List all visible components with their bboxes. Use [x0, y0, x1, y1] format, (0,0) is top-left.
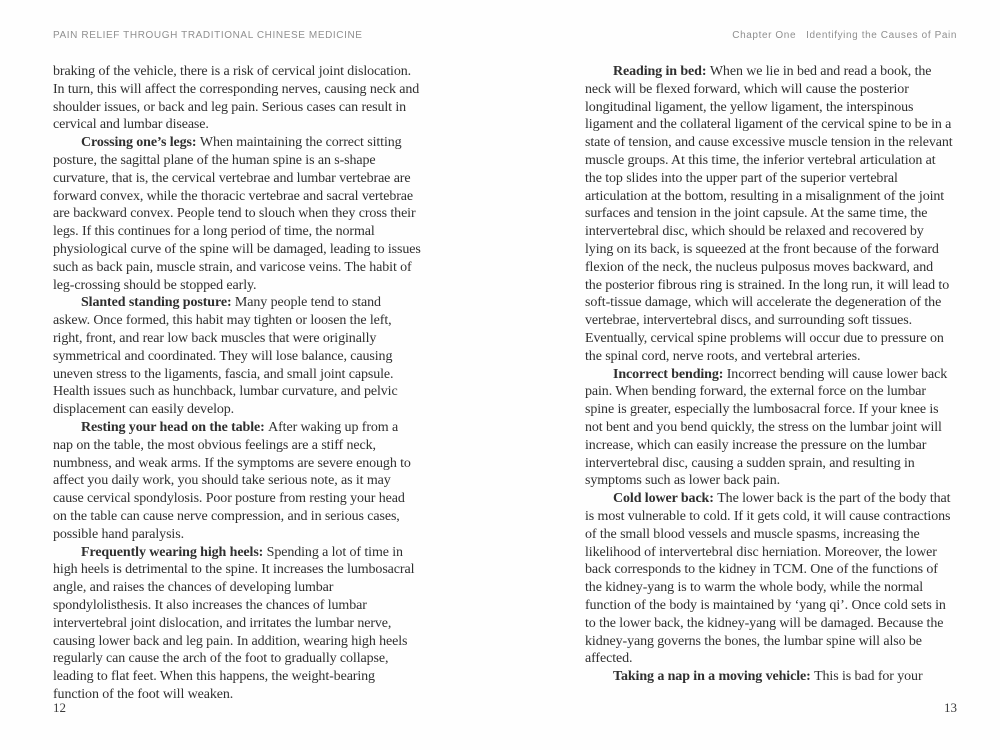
right-text-column: [585, 63, 953, 686]
paragraph-lead: Reading in bed:: [613, 64, 710, 79]
paragraph: Crossing one’s legs: When maintaining the correct sitting posture, the sagittal plane of the human spine is an s-shape curvature, that is, the cervical vertebrae and lumbar vertebrae are forward convex, while the thoracic vertebrae and sacral vertebrae are backward convex. People tend to slouch when they cross their legs. If this continues for a long period of time, the normal physiological curve of the spine will be damaged, leading to issues such as back pain, muscle strain, and varicose veins. The habit of leg-crossing should be stopped early.: [53, 135, 421, 293]
paragraph: braking of the vehicle, there is a risk of cervical joint dislocation. In turn, this will affect the corresponding nerves, causing neck and shoulder issues, or back and leg pain. Serious cases can result in cervical and lumbar disease.: [53, 64, 420, 133]
paragraph-lead: Taking a nap in a moving vehicle:: [613, 669, 815, 685]
paragraph-lead: Crossing one’s legs:: [81, 135, 200, 151]
paragraph: Frequently wearing high heels: Spending a lot of time in high heels is detrimental to the spine. It increases the lumbosacral angle, and raises the chances of developing lumbar spondylolisthesis. It also increases the chances of lumbar intervertebral joint dislocation, and irritates the lumbar nerve, causing lower back and leg pain. In addition, wearing high heels regularly can cause the arch of the foot to gradually collapse, leading to flat feet. When this happens, the weight-bearing function of the foot will weaken.: [53, 544, 415, 702]
running-head-book-title: PAIN RELIEF THROUGH TRADITIONAL CHINESE MEDICINE: [53, 30, 363, 41]
left-text-column: [53, 63, 421, 704]
paragraph-lead: Frequently wearing high heels:: [81, 544, 267, 560]
paragraph-lead: Slanted standing posture:: [81, 295, 235, 311]
paragraph: Slanted standing posture: Many people tend to stand askew. Once formed, this habit may tighten or loosen the left, right, front, and rear low back muscles that were originally symmetrical and coordinated. They will lose balance, causing uneven stress to the ligaments, fascia, and small joint capsule. Health issues such as hunchback, lumbar curvature, and pelvic displacement can easily develop.: [53, 295, 398, 418]
page-right: [500, 0, 1000, 750]
paragraph-lead: Cold lower back:: [613, 491, 718, 507]
paragraph: Reading in bed: When we lie in bed and read a book, the neck will be flexed forward, which will cause the posterior longitudinal ligament, the yellow ligament, the interspinous ligament and the collateral ligament of the cervical spine to be in a state of tension, and cause excessive muscle tension in the relevant muscle groups. At this time, the inferior vertebral articulation at the top slides into the upper part of the superior vertebral articulation at the bottom, resulting in a misalignment of the joint surfaces and tension in the joint capsule. At the same time, the intervertebral disc, which should be relaxed and recovered by lying on its back, is squeezed at the front because of the forward flexion of the neck, the nucleus pulposus moves backward, and the posterior fibrous ring is strained. In the long run, it will lead to soft-tissue damage, which will accelerate the degeneration of the vertebrae, intervertebral discs, and surrounding soft tissues. Eventually, cervical spine problems will occur due to pressure on the spinal cord, nerve roots, and vertebral arteries.: [585, 64, 953, 364]
page-number-right: 13: [944, 700, 957, 715]
paragraph-lead: Incorrect bending:: [613, 366, 727, 382]
chapter-title: Identifying the Causes of Pain: [806, 30, 957, 41]
running-head-chapter: [732, 30, 957, 41]
paragraph: Taking a nap in a moving vehicle: This is bad for your: [613, 669, 923, 685]
paragraph: Resting your head on the table: After waking up from a nap on the table, the most obvious feelings are a stiff neck, numbness, and weak arms. If the symptoms are severe enough to affect you daily work, you should take serious note, as it may cause cervical spondylosis. Poor posture from resting your head on the table can cause nerve compression, and in serious cases, possible hand paralysis.: [53, 419, 411, 542]
paragraph: Cold lower back: The lower back is the part of the body that is most vulnerable to cold. If it gets cold, it will cause contractions of the small blood vessels and muscle spasms, increasing the likelihood of intervertebral disc herniation. Moreover, the lower back corresponds to the kidney in TCM. One of the functions of the kidney-yang is to warm the whole body, while the normal function of the body is maintained by ‘yang qi’. Once cold sets in to the lower back, the kidney-yang will be damaged. Because the kidney-yang governs the bones, the lumbar spine will also be affected.: [585, 491, 951, 667]
paragraph: Incorrect bending: Incorrect bending will cause lower back pain. When bending forward, the external force on the lumbar spine is greater, especially the lumbosacral force. If your knee is not bent and you bend quickly, the stress on the lumbar joint will increase, which can easily increase the pressure on the lumbar intervertebral disc, causing a sudden sprain, and resulting in symptoms such as lower back pain.: [585, 366, 948, 489]
chapter-label: Chapter One: [732, 30, 797, 41]
paragraph-lead: Resting your head on the table:: [81, 419, 269, 435]
page-number-left: 12: [53, 700, 66, 715]
